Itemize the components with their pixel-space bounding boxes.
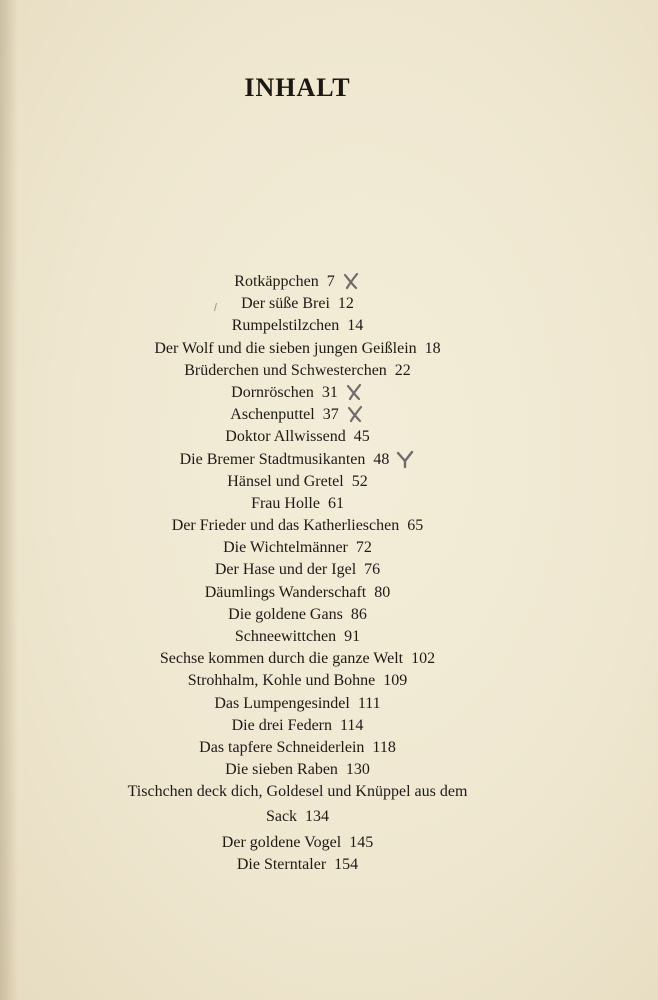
entry-page-number: 145 xyxy=(349,833,374,851)
toc-entry xyxy=(0,832,595,854)
toc-entry xyxy=(0,338,595,360)
entry-page-number: 37 xyxy=(322,406,339,424)
toc-entry xyxy=(0,537,595,559)
toc-entry xyxy=(0,382,595,404)
entry-page-number: 72 xyxy=(355,539,372,557)
toc-entry xyxy=(0,759,595,781)
toc-entry xyxy=(0,271,595,293)
entry-page-number: 52 xyxy=(351,472,368,490)
entry-title: Der Hase und der Igel xyxy=(214,561,357,579)
entry-title: Die Wichtelmänner xyxy=(223,539,348,557)
entry-title: Die Bremer Stadtmusikanten xyxy=(179,450,366,468)
toc-entry xyxy=(0,293,595,315)
entry-page-number: 76 xyxy=(364,561,381,579)
entry-title: Aschenputtel xyxy=(230,406,315,424)
entry-title: Die drei Federn xyxy=(231,716,332,734)
entry-title: Rotkäppchen xyxy=(234,273,319,290)
entry-title: Der goldene Vogel xyxy=(221,833,342,851)
entry-title: Das Lumpengesindel xyxy=(214,694,350,712)
entry-page-number: 154 xyxy=(334,855,359,873)
entry-page-number: 109 xyxy=(383,672,408,690)
entry-title: Dornröschen xyxy=(231,383,314,401)
entry-page-number: 86 xyxy=(350,605,367,623)
entry-page-number: 65 xyxy=(407,517,424,535)
toc-entry xyxy=(0,582,595,604)
entry-title: Die goldene Gans xyxy=(228,605,343,623)
toc-entry xyxy=(0,604,595,626)
entry-title: Strohhalm, Kohle und Bohne xyxy=(187,672,376,690)
entry-page-number: 114 xyxy=(340,716,364,734)
toc-entry xyxy=(0,515,595,537)
entry-page-number: 130 xyxy=(345,761,370,779)
entry-page-number: 22 xyxy=(394,361,411,379)
entry-title: Das tapfere Schneiderlein xyxy=(199,738,365,756)
toc-entry xyxy=(0,781,595,827)
toc-entry xyxy=(0,404,595,426)
toc-entry xyxy=(0,426,595,448)
entry-title-line2: Sack xyxy=(265,807,298,825)
entry-page-number: 118 xyxy=(372,738,396,756)
pencil-x-mark-icon xyxy=(341,271,361,291)
toc-entry xyxy=(0,693,595,715)
page-title: INHALT xyxy=(244,73,351,103)
toc-entry xyxy=(0,737,595,759)
table-of-contents xyxy=(0,271,595,876)
entry-page-number: 31 xyxy=(321,383,338,401)
pencil-y-mark-icon xyxy=(395,449,415,469)
entry-title: Däumlings Wanderschaft xyxy=(204,583,367,601)
entry-page-number: 111 xyxy=(357,694,381,712)
toc-entry xyxy=(0,670,595,692)
entry-title: Rumpelstilzchen xyxy=(231,317,340,335)
entry-page-number: 14 xyxy=(347,317,364,335)
entry-page-number: 48 xyxy=(373,450,390,468)
entry-page-number: 61 xyxy=(327,494,344,512)
toc-entry xyxy=(0,559,595,581)
toc-entry xyxy=(0,648,595,670)
entry-title: Brüderchen und Schwesterchen xyxy=(184,361,387,379)
toc-entry xyxy=(0,360,595,382)
entry-page-number: 12 xyxy=(337,295,354,313)
toc-entry xyxy=(0,854,595,876)
toc-entry xyxy=(0,449,595,471)
entry-title: Der Wolf und die sieben jungen Geißlein xyxy=(154,339,417,357)
entry-title: Tischchen deck dich, Goldesel und Knüppel aus dem xyxy=(127,783,468,801)
toc-entry xyxy=(0,471,595,493)
entry-title: Sechse kommen durch die ganze Welt xyxy=(159,650,404,668)
toc-entry xyxy=(0,715,595,737)
entry-title: Doktor Allwissend xyxy=(225,428,346,446)
entry-title: Die sieben Raben xyxy=(225,761,338,779)
entry-page-number: 45 xyxy=(353,428,370,446)
pencil-x-mark-icon xyxy=(345,404,365,424)
pencil-x-mark-icon xyxy=(344,382,364,402)
entry-page-number: 7 xyxy=(326,273,335,290)
entry-page-number: 80 xyxy=(374,583,391,601)
entry-page-number: 91 xyxy=(344,628,361,645)
entry-title: Frau Holle xyxy=(251,494,320,512)
entry-title: Der süße Brei xyxy=(241,295,330,313)
entry-title-continuation xyxy=(100,806,495,828)
toc-entry xyxy=(0,493,595,515)
entry-page-number: 102 xyxy=(411,650,436,668)
entry-title: Hänsel und Gretel xyxy=(227,472,344,490)
entry-title: Schneewittchen xyxy=(234,628,337,645)
entry-page-number: 134 xyxy=(305,807,330,825)
toc-entry xyxy=(0,626,595,648)
toc-entry xyxy=(0,315,595,337)
entry-page-number: 18 xyxy=(424,339,441,357)
entry-title: Der Frieder und das Katherlieschen xyxy=(171,517,400,535)
entry-title: Die Sterntaler xyxy=(236,855,327,873)
